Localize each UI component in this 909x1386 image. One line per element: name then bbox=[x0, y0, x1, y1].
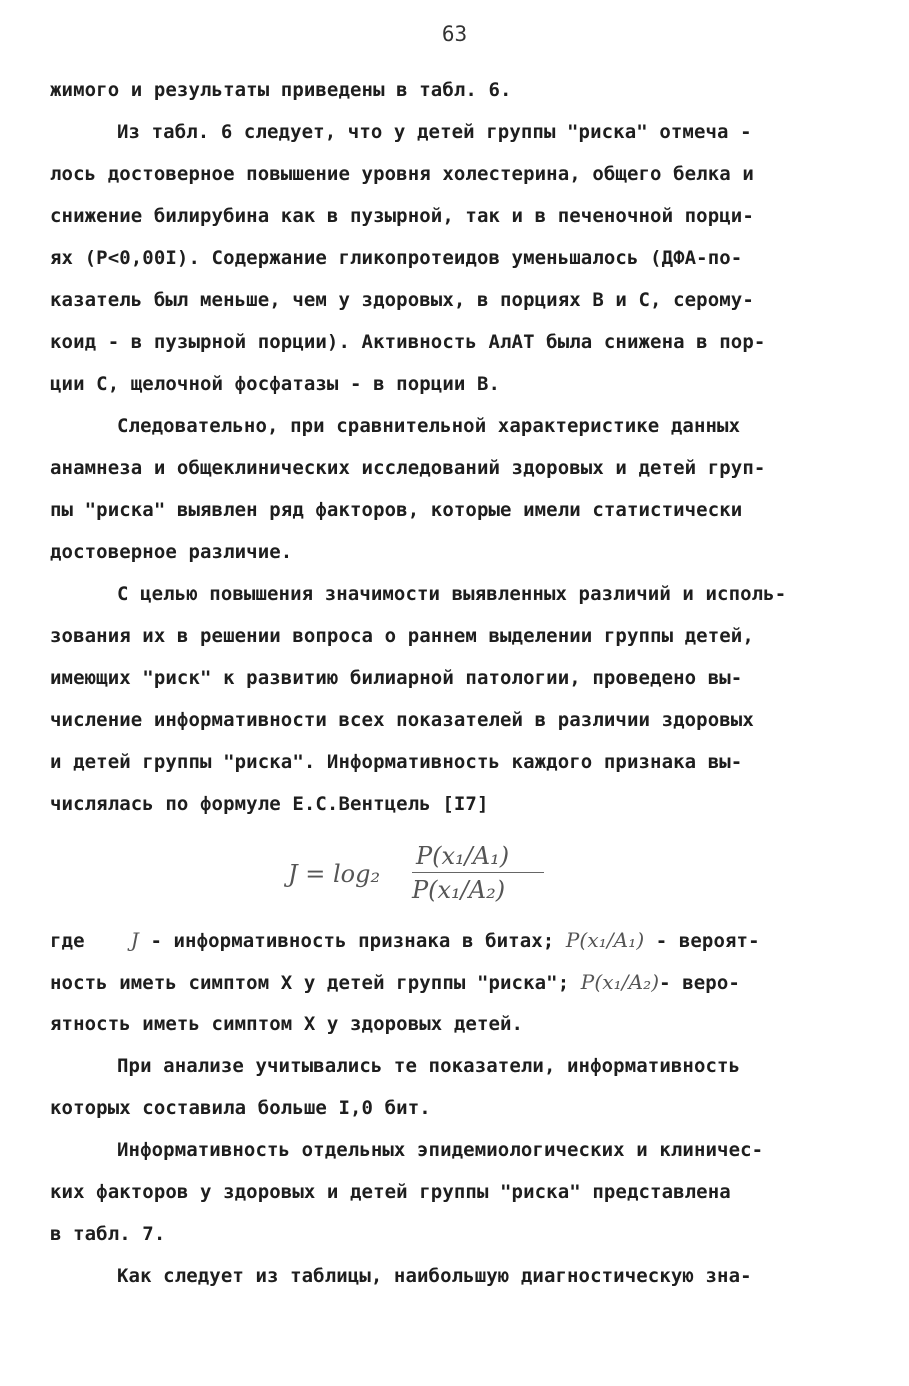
text-line: пы "риска" выявлен ряд факторов, которые имели статистически bbox=[50, 499, 743, 521]
text-line: зования их в решении вопроса о раннем выделении группы детей, bbox=[50, 625, 754, 647]
prob-a2: P(x₁/A₂) bbox=[580, 970, 660, 994]
text-line: жимого и результаты приведены в табл. 6. bbox=[50, 79, 512, 101]
text-line: ких факторов у здоровых и детей группы "риска" представлена bbox=[50, 1181, 731, 1203]
text-line: которых составила больше I,0 бит. bbox=[50, 1097, 431, 1119]
prob-a1: P(x₁/A₁) bbox=[565, 928, 645, 952]
text-line: коид - в пузырной порции). Активность АлАТ была снижена в пор- bbox=[50, 331, 766, 353]
text-line: и детей группы "риска". Информативность каждого признака вы- bbox=[50, 751, 743, 773]
text-line: имеющих "риск" к развитию билиарной патологии, проведено вы- bbox=[50, 667, 743, 689]
formula-denominator: P(x₁/A₂) bbox=[412, 876, 506, 904]
text-line: Как следует из таблицы, наибольшую диагностическую зна- bbox=[117, 1265, 752, 1287]
text-line: Информативность отдельных эпидемиологических и клиничес- bbox=[117, 1139, 764, 1161]
where-line-1: где J - информативность признака в битах; P(x₁/A₁) - вероят- bbox=[50, 928, 760, 952]
text-line: лось достоверное повышение уровня холестерина, общего белка и bbox=[50, 163, 754, 185]
page-number: 63 bbox=[441, 22, 468, 46]
text-line: ях (P<0,00I). Содержание гликопротеидов уменьшалось (ДФА-по- bbox=[50, 247, 743, 269]
text-line: снижение билирубина как в пузырной, так и в печеночной порци- bbox=[50, 205, 754, 227]
text-line: числение информативности всех показателей в различии здоровых bbox=[50, 709, 754, 731]
text-line: достоверное различие. bbox=[50, 541, 293, 563]
text-line: числялась по формуле Е.С.Вентцель [I7] bbox=[50, 793, 489, 815]
symbol-j: J bbox=[130, 928, 139, 952]
text-line: Следовательно, при сравнительной характеристике данных bbox=[117, 415, 741, 437]
where-line-2: ность иметь симптом Х у детей группы "риска"; P(x₁/A₂)- веро- bbox=[50, 970, 740, 994]
fraction-bar bbox=[412, 872, 544, 873]
text-line: При анализе учитывались те показатели, информативность bbox=[117, 1055, 741, 1077]
text-line: Из табл. 6 следует, что у детей группы "риска" отмеча - bbox=[117, 121, 752, 143]
text-line: казатель был меньше, чем у здоровых, в порциях В и С, серому- bbox=[50, 289, 754, 311]
formula-numerator: P(x₁/A₁) bbox=[416, 842, 510, 870]
text-line: ции С, щелочной фосфатазы - в порции В. bbox=[50, 373, 501, 395]
text-line: в табл. 7. bbox=[50, 1223, 166, 1245]
where-line-3: ятность иметь симптом Х у здоровых детей. bbox=[50, 1013, 524, 1035]
text-line: С целью повышения значимости выявленных различий и исполь- bbox=[117, 583, 787, 605]
formula-lhs: J = log₂ bbox=[288, 860, 381, 888]
text-line: анамнеза и общеклинических исследований здоровых и детей груп- bbox=[50, 457, 766, 479]
